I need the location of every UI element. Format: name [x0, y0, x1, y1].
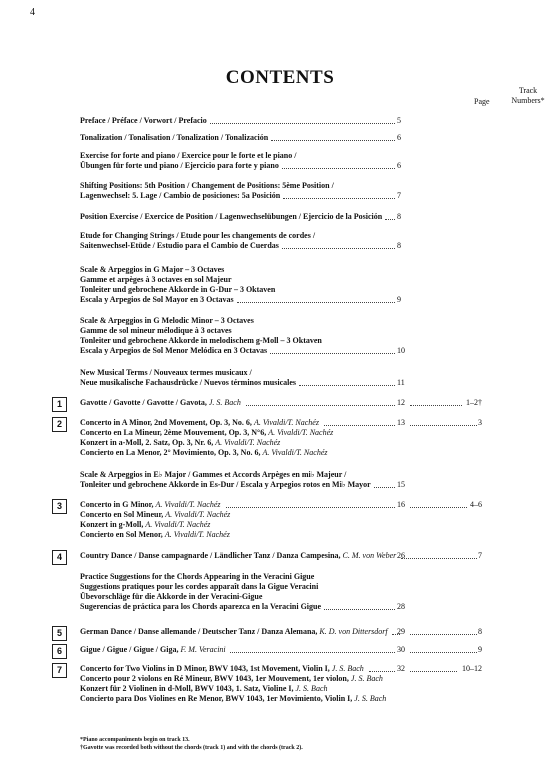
- toc-entry-line: Konzert in a-Moll, 2. Satz, Op. 3, Nr. 6, A. Vivaldi/T. Nachéz: [80, 438, 281, 447]
- page-ref: 12: [397, 398, 405, 407]
- toc-entry-line: Preface / Préface / Vorwort / Prefacio: [80, 116, 207, 125]
- toc-entry-line: Gamme de sol mineur mélodique à 3 octaves: [80, 326, 232, 335]
- page-ref: 8: [397, 212, 401, 221]
- toc-entry-line: Escala y Arpegios de Sol Mayor en 3 Octavas: [80, 295, 234, 304]
- page-ref: 26: [397, 551, 405, 560]
- toc-entry[interactable]: [80, 470, 520, 490]
- footnotes: [80, 736, 303, 752]
- toc-entry-line: Konzert für 2 Violinen in d-Moll, BWV 1043, 1. Satz, Violine I, J. S. Bach: [80, 684, 328, 693]
- toc-entry-line: Concerto pour 2 violons en Ré Mineur, BWV 1043, 1er Mouvement, 1er violon, J. S. Bach: [80, 674, 383, 683]
- page-ref: 29: [397, 627, 405, 636]
- toc-entry-line: Concerto in G Minor, A. Vivaldi/T. Nachéz: [80, 500, 221, 509]
- toc-entry-line: Gamme et arpèges à 3 octaves en sol Majeur: [80, 275, 232, 284]
- toc-entry[interactable]: [80, 572, 520, 612]
- dot-leader: [246, 398, 395, 406]
- toc-entry-line: Scale & Arpeggios in E♭ Major / Gammes et Accords Arpèges en mi♭ Majeur /: [80, 470, 347, 479]
- dot-leader: [226, 500, 395, 508]
- track-ref: 8: [478, 627, 482, 636]
- track-ref: 7: [478, 551, 482, 560]
- toc-entry-line: Sugerencias de práctica para los Chords aparezca en la Veracini Gigue: [80, 602, 322, 611]
- footnote-piano: *Piano accompaniments begin on track 13.: [80, 737, 190, 743]
- dot-leader: [385, 212, 395, 220]
- dot-leader: [369, 664, 395, 672]
- toc-entry-line: Konzert in g-Moll, A. Vivaldi/T. Nachéz: [80, 520, 211, 529]
- dot-leader: [410, 664, 457, 672]
- toc-entry-line: Country Dance / Danse campagnarde / Ländlicher Tanz / Danza Campesina, C. M. von Weber: [80, 551, 397, 560]
- toc-entry-line: Suggestions pratiques pour les cordes apparaît dans la Gigue Veracini: [80, 582, 319, 591]
- dot-leader: [410, 398, 462, 406]
- dot-leader: [270, 346, 395, 354]
- toc-entry-line: Concierto en Sol Menor, A. Vivaldi/T. Nachéz: [80, 530, 230, 539]
- dot-leader: [374, 480, 395, 488]
- toc-entry-line: Neue musikalische Fachausdrücke / Nuevos términos musicales: [80, 378, 296, 387]
- page-ref: 10: [397, 346, 405, 355]
- item-number-box: 2: [52, 417, 67, 432]
- page-ref: 30: [397, 645, 405, 654]
- toc-entry[interactable]: [80, 212, 520, 222]
- toc-entry-line: Gavotte / Gavotte / Gavotte / Gavota, J. S. Bach: [80, 398, 241, 407]
- toc-entry-line: Concerto in A Minor, 2nd Movement, Op. 3, No. 6, A. Vivaldi/T. Nachéz: [80, 418, 319, 427]
- track-ref: 1–2†: [466, 398, 482, 407]
- toc-entry-line: Tonleiter und gebrochene Akkorde in G-Dur – 3 Oktaven: [80, 285, 276, 294]
- toc-entry-line: Gigue / Gigue / Gigue / Giga, F. M. Veracini: [80, 645, 226, 654]
- page-ref: 5: [397, 116, 401, 125]
- toc-entry-line: Lagenwechsel: 5. Lage / Cambio de posiciones: 5a Posición: [80, 191, 281, 200]
- dot-leader: [237, 295, 395, 303]
- toc-entry-line: Concerto en La Mineur, 2ème Mouvement, Op. 3, N°6, A. Vivaldi/T. Nachéz: [80, 428, 334, 437]
- page-ref: 6: [397, 133, 401, 142]
- dot-leader: [282, 241, 395, 249]
- toc-entry-line: Concierto en La Menor, 2° Movimiento, Op. 3, No. 6, A. Vivaldi/T. Nachéz: [80, 448, 328, 457]
- dot-leader: [230, 645, 395, 653]
- item-number-box: 1: [52, 397, 67, 412]
- toc-entry-line: New Musical Terms / Nouveaux termes musicaux /: [80, 368, 252, 377]
- page-ref: 28: [397, 602, 405, 611]
- toc-entry-line: German Dance / Danse allemande / Deutscher Tanz / Danza Alemana, K. D. von Dittersdorf: [80, 627, 388, 636]
- footnote-gavotte: †Gavotte was recorded both without the chords (track 1) and with the chords (track 2).: [80, 745, 303, 751]
- dot-leader: [410, 500, 467, 508]
- toc-entry-line: Tonleiter und gebrochene Akkorde in melodischem g-Moll – 3 Oktaven: [80, 336, 322, 345]
- toc-entry-line: Übungen für forte und piano / Ejercicio para forte y piano: [80, 161, 279, 170]
- toc-entry-line: Concierto para Dos Violines en Re Menor, BWV 1043, 1er Movimiento, Violin I, J. S. Bach: [80, 694, 387, 703]
- item-number-box: 3: [52, 499, 67, 514]
- page-column-header: Page: [474, 97, 490, 106]
- dot-leader: [410, 551, 477, 559]
- toc-entry-line: Saitenwechsel-Etüde / Estudio para el Cambio de Cuerdas: [80, 241, 279, 250]
- track-ref: 9: [478, 645, 482, 654]
- page-ref: 7: [397, 191, 401, 200]
- page-ref: 32: [397, 664, 405, 673]
- track-column-header: Track Numbers*: [511, 86, 545, 105]
- toc-entry-line: Escala y Arpegios de Sol Menor Melódica en 3 Octavas: [80, 346, 268, 355]
- page-title: CONTENTS: [225, 67, 335, 88]
- dot-leader: [410, 418, 477, 426]
- toc-entry-line: Übevorschläge für die Akkorde in der Veracini-Gigue: [80, 592, 263, 601]
- toc-entry-line: Scale & Arpeggios in G Major – 3 Octaves: [80, 265, 225, 274]
- dot-leader: [271, 133, 395, 141]
- page-ref: 15: [397, 480, 405, 489]
- toc-entry-line: Tonalization / Tonalisation / Tonalization / Tonalización: [80, 133, 269, 142]
- item-number-box: 7: [52, 663, 67, 678]
- track-ref: 4–6: [470, 500, 482, 509]
- dot-leader: [410, 645, 477, 653]
- page-ref: 16: [397, 500, 405, 509]
- dot-leader: [210, 116, 395, 124]
- toc-entry-line: Exercise for forte and piano / Exercice pour le forte et le piano /: [80, 151, 297, 160]
- track-ref: 3: [478, 418, 482, 427]
- toc-entry-line: Concerto en Sol Mineur, A. Vivaldi/T. Nachéz: [80, 510, 231, 519]
- toc-entry-line: Etude for Changing Strings / Etude pour les changements de cordes /: [80, 231, 316, 240]
- toc-entry-line: Scale & Arpeggios in G Melodic Minor – 3 Octaves: [80, 316, 254, 325]
- item-number-box: 4: [52, 550, 67, 565]
- page-ref: 8: [397, 241, 401, 250]
- dot-leader: [324, 602, 395, 610]
- page-ref: 6: [397, 161, 401, 170]
- toc-entry-line: Practice Suggestions for the Chords Appearing in the Veracini Gigue: [80, 572, 315, 581]
- page-ref: 9: [397, 295, 401, 304]
- dot-leader: [299, 378, 395, 386]
- page-ref: 13: [397, 418, 405, 427]
- toc-entry-line: Concerto for Two Violins in D Minor, BWV 1043, 1st Movement, Violin I, J. S. Bach: [80, 664, 364, 673]
- item-number-box: 5: [52, 626, 67, 641]
- dot-leader: [282, 161, 395, 169]
- toc-entry-line: Position Exercise / Exercice de Position / Lagenwechselübungen / Ejercicio de la Posición: [80, 212, 383, 221]
- dot-leader: [324, 418, 395, 426]
- toc-entry-line: Tonleiter und gebrochene Akkorde in Es-Dur / Escala y Arpegios rotos en Mi♭ Mayor: [80, 480, 371, 489]
- page-ref: 11: [397, 378, 405, 387]
- item-number-box: 6: [52, 644, 67, 659]
- track-ref: 10–12: [462, 664, 482, 673]
- dot-leader: [410, 627, 477, 635]
- toc-entry-line: Shifting Positions: 5th Position / Changement de Positions: 5ème Position /: [80, 181, 334, 190]
- dot-leader: [283, 191, 395, 199]
- page-number: 4: [30, 7, 35, 18]
